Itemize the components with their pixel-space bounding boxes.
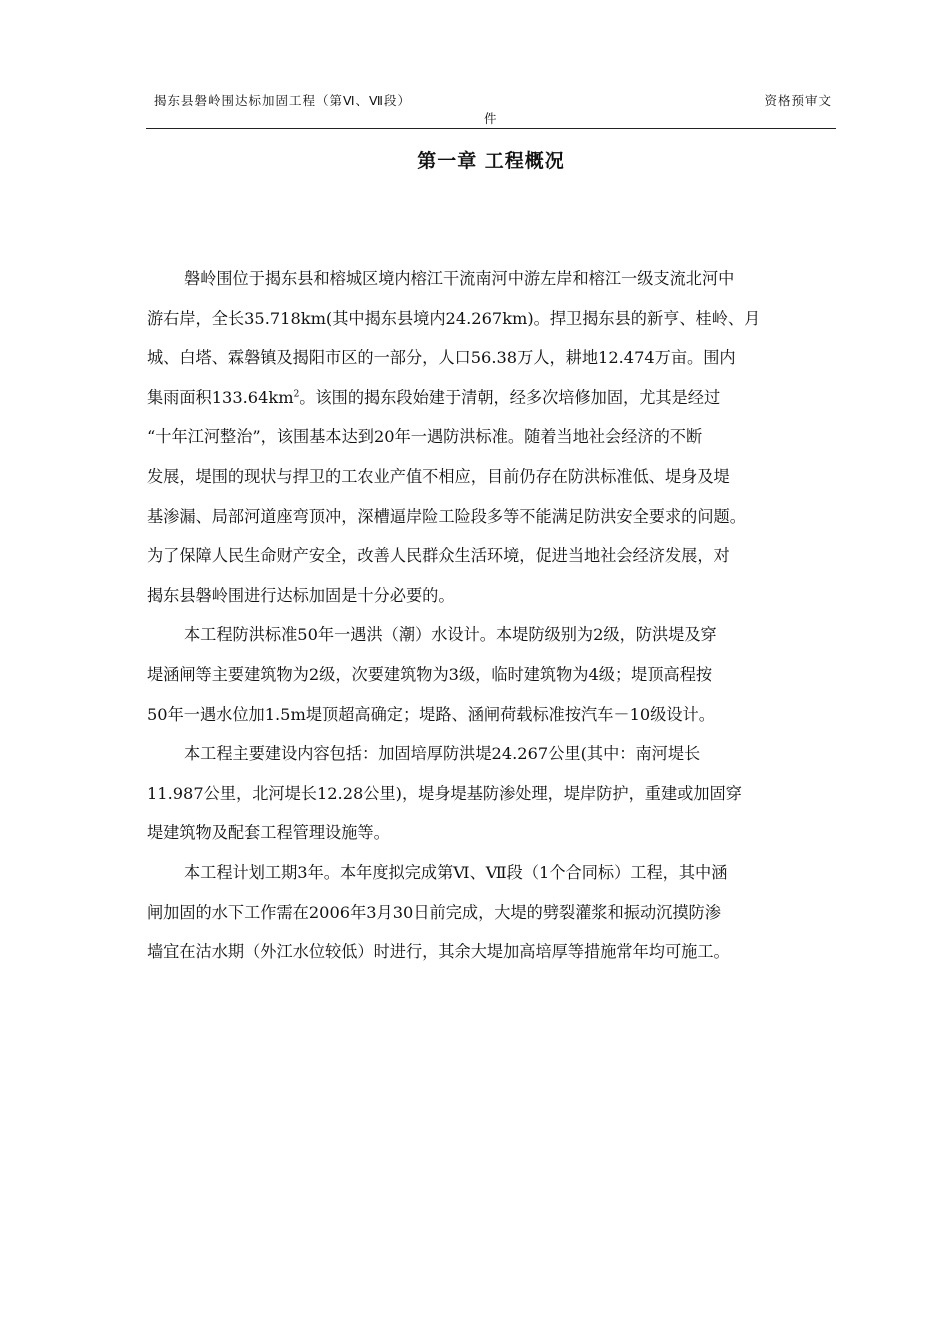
paragraph-2-line-1: 本工程防洪标准50年一遇洪（潮）水设计。本堤防级别为2级，防洪堤及穿 [184, 625, 717, 645]
header-doc-type: 资格预审文 [764, 93, 832, 108]
superscript-2: 2 [293, 389, 300, 400]
page-header [146, 88, 836, 129]
paragraph-4-line-1: 本工程计划工期3年。本年度拟完成第Ⅵ、Ⅶ段（1个合同标）工程，其中涵 [184, 862, 728, 882]
catchment-area-text: 集雨面积133.64km [147, 387, 294, 407]
paragraph-1-line-8: 为了保障人民生命财产安全，改善人民群众生活环境，促进当地社会经济发展，对 [147, 546, 730, 566]
chapter-title: 第一章 工程概况 [417, 150, 565, 172]
paragraph-3-line-3: 堤建筑物及配套工程管理设施等。 [147, 823, 390, 843]
header-project-title: 揭东县磐岭围达标加固工程（第Ⅵ、Ⅶ段） [154, 93, 412, 108]
paragraph-3-line-2: 11.987公里，北河堤长12.28公里)，堤身堤基防渗处理，堤岸防护，重建或加固穿 [147, 783, 742, 803]
paragraph-1-line-6: 发展，堤围的现状与捍卫的工农业产值不相应，目前仍存在防洪标准低、堤身及堤 [147, 466, 730, 486]
header-doc-type-wrap: 件 [484, 111, 498, 126]
body-text [147, 259, 847, 972]
paragraph-1-line-7: 基渗漏、局部河道座弯顶冲，深槽逼岸险工险段多等不能满足防洪安全要求的问题。 [147, 506, 746, 526]
paragraph-1-line-1: 磐岭围位于揭东县和榕城区境内榕江干流南河中游左岸和榕江一级支流北河中 [184, 269, 735, 288]
paragraph-1-line-3: 城、白塔、霖磐镇及揭阳市区的一部分，人口56.38万人，耕地12.474万亩。围内 [147, 348, 736, 368]
paragraph-4-line-3: 墙宜在沽水期（外江水位较低）时进行，其余大堤加高培厚等措施常年均可施工。 [147, 942, 730, 962]
paragraph-3-line-1: 本工程主要建设内容包括：加固培厚防洪堤24.267公里(其中：南河堤长 [184, 744, 701, 764]
paragraph-2-line-3: 50年一遇水位加1.5m堤顶超高确定；堤路、涵闸荷载标准按汽车－10级设计。 [147, 704, 715, 724]
paragraph-2-line-2: 堤涵闸等主要建筑物为2级，次要建筑物为3级，临时建筑物为4级；堤顶高程按 [147, 664, 713, 684]
history-text: 。该围的揭东段始建于清朝，经多次培修加固，尤其是经过 [299, 387, 721, 407]
paragraph-1-line-2: 游右岸，全长35.718km(其中揭东县境内24.267km)。捍卫揭东县的新亨、桂岭、月 [147, 308, 761, 328]
paragraph-4-line-2: 闸加固的水下工作需在2006年3月30日前完成，大堤的劈裂灌浆和振动沉摸防渗 [147, 902, 721, 922]
paragraph-1-line-4 [147, 378, 847, 418]
paragraph-1-line-5: “十年江河整治”，该围基本达到20年一遇防洪标准。随着当地社会经济的不断 [147, 427, 703, 447]
paragraph-1-line-9: 揭东县磐岭围进行达标加固是十分必要的。 [147, 585, 455, 605]
